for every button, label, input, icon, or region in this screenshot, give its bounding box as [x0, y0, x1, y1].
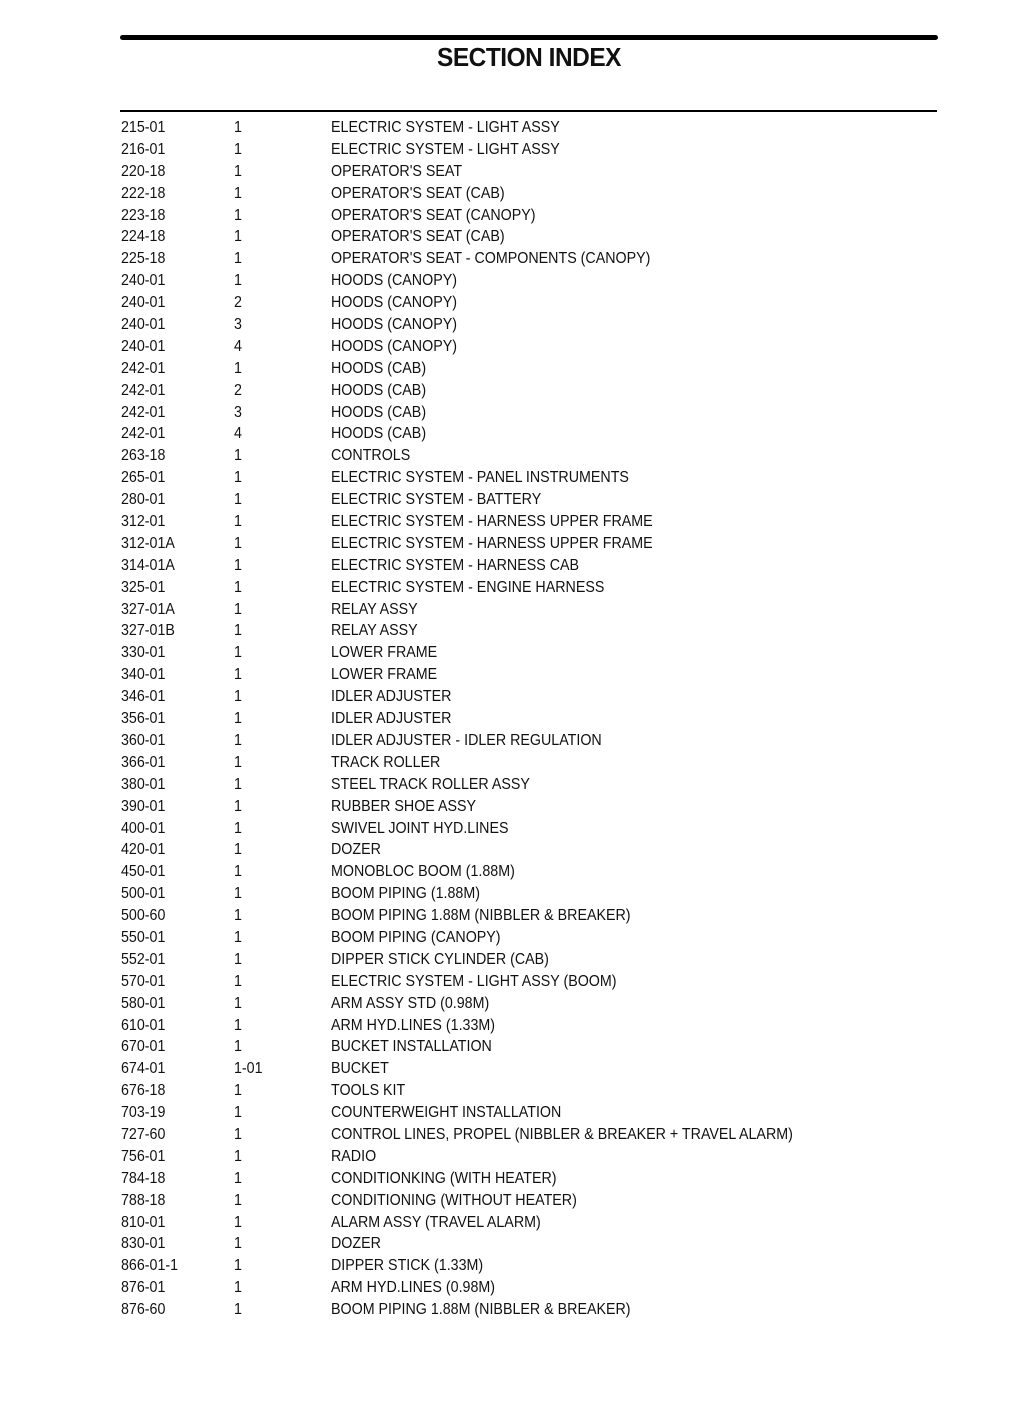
- section-number: 703-19: [121, 1104, 166, 1122]
- index-row: [121, 423, 937, 445]
- section-number: 346-01: [121, 688, 166, 706]
- section-number: 242-01: [121, 359, 166, 377]
- index-row: [121, 686, 937, 708]
- section-description: ARM HYD.LINES (0.98M): [331, 1279, 496, 1297]
- section-description: OPERATOR'S SEAT (CAB): [331, 228, 505, 246]
- page-number: 1: [234, 534, 242, 552]
- index-row: [121, 1146, 937, 1168]
- index-row: [121, 730, 937, 752]
- page-number: 3: [234, 403, 242, 421]
- section-description: TOOLS KIT: [331, 1082, 406, 1100]
- section-description: BOOM PIPING (CANOPY): [331, 928, 501, 946]
- section-number: 550-01: [121, 928, 166, 946]
- index-row: [121, 1299, 937, 1321]
- index-row: [121, 1015, 937, 1037]
- page-number: 1: [234, 140, 242, 158]
- section-description: BOOM PIPING 1.88M (NIBBLER & BREAKER): [331, 907, 631, 925]
- section-number: 670-01: [121, 1038, 166, 1056]
- index-row: [121, 292, 937, 314]
- page-number: 1: [234, 731, 242, 749]
- section-number: 866-01-1: [121, 1257, 179, 1275]
- section-number: 215-01: [121, 119, 166, 136]
- page-number: 1: [234, 797, 242, 815]
- section-number: 450-01: [121, 863, 166, 881]
- section-index-list: [121, 117, 937, 1321]
- section-number: 366-01: [121, 753, 166, 771]
- index-row: [121, 1277, 937, 1299]
- index-row: [121, 708, 937, 730]
- page-number: 1: [234, 753, 242, 771]
- section-description: HOODS (CANOPY): [331, 337, 457, 355]
- section-description: DIPPER STICK (1.33M): [331, 1257, 484, 1275]
- index-row: [121, 314, 937, 336]
- section-number: 876-60: [121, 1301, 166, 1319]
- section-number: 500-60: [121, 907, 166, 925]
- section-description: HOODS (CAB): [331, 381, 427, 399]
- section-number: 223-18: [121, 206, 166, 224]
- section-number: 220-18: [121, 162, 166, 180]
- section-number: 325-01: [121, 578, 166, 596]
- page-number: 1: [234, 688, 242, 706]
- page-number: 1: [234, 162, 242, 180]
- page-number: 1: [234, 1301, 242, 1319]
- section-number: 330-01: [121, 644, 166, 662]
- section-description: TRACK ROLLER: [331, 753, 441, 771]
- page-number: 2: [234, 381, 242, 399]
- page-title: SECTION INDEX: [436, 42, 622, 72]
- page-number: 1: [234, 841, 242, 859]
- section-number: 312-01: [121, 513, 166, 531]
- section-description: ELECTRIC SYSTEM - HARNESS CAB: [331, 556, 580, 574]
- section-number: 312-01A: [121, 534, 175, 552]
- section-description: RADIO: [331, 1147, 377, 1165]
- page-number: 1: [234, 1169, 242, 1187]
- page-number: 1: [234, 710, 242, 728]
- index-row: [121, 380, 937, 402]
- section-description: ELECTRIC SYSTEM - ENGINE HARNESS: [331, 578, 605, 596]
- index-row: [121, 205, 937, 227]
- index-row: [121, 489, 937, 511]
- section-description: CONDITIONING (WITHOUT HEATER): [331, 1191, 577, 1209]
- index-row: [121, 183, 937, 205]
- page-number: 1: [234, 1125, 242, 1143]
- section-number: 280-01: [121, 491, 166, 509]
- section-description: HOODS (CANOPY): [331, 272, 457, 290]
- index-row: [121, 818, 937, 840]
- section-number: 222-18: [121, 184, 166, 202]
- section-description: ELECTRIC SYSTEM - LIGHT ASSY: [331, 119, 560, 136]
- page-number: 1: [234, 950, 242, 968]
- section-description: BUCKET: [331, 1060, 389, 1078]
- section-number: 240-01: [121, 337, 166, 355]
- section-description: CONTROLS: [331, 447, 411, 465]
- page-number: 1: [234, 775, 242, 793]
- section-number: 500-01: [121, 885, 166, 903]
- section-description: BOOM PIPING 1.88M (NIBBLER & BREAKER): [331, 1301, 631, 1319]
- page-number: 1: [234, 1235, 242, 1253]
- index-row: [121, 971, 937, 993]
- section-number: 784-18: [121, 1169, 166, 1187]
- index-row: [121, 555, 937, 577]
- section-description: ARM ASSY STD (0.98M): [331, 994, 490, 1012]
- section-description: DOZER: [331, 1235, 381, 1253]
- page-number: 1: [234, 119, 242, 136]
- index-row: [121, 752, 937, 774]
- page-number: 3: [234, 316, 242, 334]
- page-number: 1: [234, 907, 242, 925]
- page-number: 1: [234, 928, 242, 946]
- section-description: RELAY ASSY: [331, 600, 418, 618]
- section-number: 265-01: [121, 469, 166, 487]
- index-row: [121, 467, 937, 489]
- index-row: [121, 664, 937, 686]
- page-number: 1: [234, 1104, 242, 1122]
- section-description: ELECTRIC SYSTEM - HARNESS UPPER FRAME: [331, 513, 653, 531]
- section-number: 676-18: [121, 1082, 166, 1100]
- page-number: 1: [234, 972, 242, 990]
- section-description: HOODS (CANOPY): [331, 316, 457, 334]
- section-number: 240-01: [121, 316, 166, 334]
- section-number: 240-01: [121, 294, 166, 312]
- page-number: 1: [234, 1147, 242, 1165]
- section-number: 552-01: [121, 950, 166, 968]
- page-number: 1: [234, 206, 242, 224]
- page-number: 1: [234, 469, 242, 487]
- section-number: 830-01: [121, 1235, 166, 1253]
- section-number: 314-01A: [121, 556, 175, 574]
- section-number: 380-01: [121, 775, 166, 793]
- section-description: RUBBER SHOE ASSY: [331, 797, 477, 815]
- index-row: [121, 1255, 937, 1277]
- page-number: 2: [234, 294, 242, 312]
- section-description: HOODS (CAB): [331, 403, 427, 421]
- section-description: HOODS (CAB): [331, 425, 427, 443]
- index-row: [121, 642, 937, 664]
- index-row: [121, 336, 937, 358]
- page-number: 1: [234, 447, 242, 465]
- section-number: 224-18: [121, 228, 166, 246]
- section-number: 610-01: [121, 1016, 166, 1034]
- index-row: [121, 883, 937, 905]
- section-description: HOODS (CAB): [331, 359, 427, 377]
- index-row: [121, 1080, 937, 1102]
- section-description: ELECTRIC SYSTEM - HARNESS UPPER FRAME: [331, 534, 653, 552]
- section-description: DOZER: [331, 841, 381, 859]
- section-description: OPERATOR'S SEAT (CANOPY): [331, 206, 536, 224]
- index-row: [121, 927, 937, 949]
- section-number: 263-18: [121, 447, 166, 465]
- section-description: LOWER FRAME: [331, 666, 438, 684]
- page-number: 1: [234, 250, 242, 268]
- page-number: 1: [234, 1279, 242, 1297]
- index-row: [121, 445, 937, 467]
- index-row: [121, 161, 937, 183]
- page-number: 4: [234, 337, 242, 355]
- section-description: ELECTRIC SYSTEM - LIGHT ASSY (BOOM): [331, 972, 617, 990]
- page-number: 1: [234, 272, 242, 290]
- index-row: [121, 117, 937, 139]
- index-row: [121, 1168, 937, 1190]
- page-number: 1: [234, 491, 242, 509]
- page-number: 1: [234, 556, 242, 574]
- section-number: 327-01A: [121, 600, 175, 618]
- section-description: IDLER ADJUSTER: [331, 710, 452, 728]
- index-row: [121, 839, 937, 861]
- page-number: 1: [234, 819, 242, 837]
- section-number: 225-18: [121, 250, 166, 268]
- index-row: [121, 949, 937, 971]
- page-number: 1: [234, 1082, 242, 1100]
- index-row: [121, 577, 937, 599]
- index-row: [121, 1058, 937, 1080]
- page-number: 1: [234, 184, 242, 202]
- section-description: STEEL TRACK ROLLER ASSY: [331, 775, 530, 793]
- section-number: 400-01: [121, 819, 166, 837]
- section-description: DIPPER STICK CYLINDER (CAB): [331, 950, 549, 968]
- section-number: 327-01B: [121, 622, 175, 640]
- index-row: [121, 1212, 937, 1234]
- section-number: 810-01: [121, 1213, 166, 1231]
- section-description: CONDITIONKING (WITH HEATER): [331, 1169, 557, 1187]
- page-number: 1: [234, 622, 242, 640]
- section-number: 420-01: [121, 841, 166, 859]
- section-number: 240-01: [121, 272, 166, 290]
- section-description: MONOBLOC BOOM (1.88M): [331, 863, 515, 881]
- index-row: [121, 796, 937, 818]
- page-number: 1: [234, 994, 242, 1012]
- page-number: 1: [234, 513, 242, 531]
- page-number: 1: [234, 578, 242, 596]
- index-row: [121, 993, 937, 1015]
- page-number: 1: [234, 1038, 242, 1056]
- index-row: [121, 1233, 937, 1255]
- section-description: OPERATOR'S SEAT: [331, 162, 463, 180]
- index-row: [121, 1102, 937, 1124]
- index-row: [121, 905, 937, 927]
- section-number: 242-01: [121, 381, 166, 399]
- page-number: 1: [234, 666, 242, 684]
- section-number: 756-01: [121, 1147, 166, 1165]
- section-description: COUNTERWEIGHT INSTALLATION: [331, 1104, 562, 1122]
- section-description: OPERATOR'S SEAT - COMPONENTS (CANOPY): [331, 250, 651, 268]
- section-description: BOOM PIPING (1.88M): [331, 885, 480, 903]
- section-description: ELECTRIC SYSTEM - PANEL INSTRUMENTS: [331, 469, 629, 487]
- section-description: IDLER ADJUSTER - IDLER REGULATION: [331, 731, 602, 749]
- section-description: HOODS (CANOPY): [331, 294, 457, 312]
- page-number: 1: [234, 1191, 242, 1209]
- page-number: 4: [234, 425, 242, 443]
- page-number: 1: [234, 359, 242, 377]
- section-description: ARM HYD.LINES (1.33M): [331, 1016, 496, 1034]
- section-number: 340-01: [121, 666, 166, 684]
- section-description: BUCKET INSTALLATION: [331, 1038, 492, 1056]
- section-number: 356-01: [121, 710, 166, 728]
- section-number: 674-01: [121, 1060, 166, 1078]
- page-number: 1: [234, 1213, 242, 1231]
- section-number: 390-01: [121, 797, 166, 815]
- page-number: 1: [234, 228, 242, 246]
- header-divider: [120, 110, 937, 112]
- page-number: 1: [234, 1257, 242, 1275]
- section-description: IDLER ADJUSTER: [331, 688, 452, 706]
- index-row: [121, 139, 937, 161]
- section-number: 876-01: [121, 1279, 166, 1297]
- section-description: ELECTRIC SYSTEM - BATTERY: [331, 491, 542, 509]
- section-number: 242-01: [121, 425, 166, 443]
- index-row: [121, 1124, 937, 1146]
- page-number: 1: [234, 600, 242, 618]
- section-number: 216-01: [121, 140, 166, 158]
- section-number: 788-18: [121, 1191, 166, 1209]
- index-row: [121, 270, 937, 292]
- section-number: 242-01: [121, 403, 166, 421]
- page-number: 1: [234, 644, 242, 662]
- page-number: 1: [234, 1016, 242, 1034]
- section-description: ELECTRIC SYSTEM - LIGHT ASSY: [331, 140, 560, 158]
- index-row: [121, 511, 937, 533]
- section-number: 727-60: [121, 1125, 166, 1143]
- index-row: [121, 774, 937, 796]
- index-row: [121, 599, 937, 621]
- index-row: [121, 861, 937, 883]
- page-number: 1: [234, 863, 242, 881]
- index-row: [121, 248, 937, 270]
- index-row: [121, 226, 937, 248]
- section-number: 570-01: [121, 972, 166, 990]
- index-row: [121, 402, 937, 424]
- page-number: 1: [234, 885, 242, 903]
- section-description: RELAY ASSY: [331, 622, 418, 640]
- section-description: LOWER FRAME: [331, 644, 438, 662]
- section-description: SWIVEL JOINT HYD.LINES: [331, 819, 509, 837]
- index-row: [121, 1190, 937, 1212]
- index-row: [121, 1036, 937, 1058]
- index-row: [121, 358, 937, 380]
- section-description: OPERATOR'S SEAT (CAB): [331, 184, 505, 202]
- section-number: 580-01: [121, 994, 166, 1012]
- section-number: 360-01: [121, 731, 166, 749]
- index-row: [121, 533, 937, 555]
- section-description: ALARM ASSY (TRAVEL ALARM): [331, 1213, 541, 1231]
- section-description: CONTROL LINES, PROPEL (NIBBLER & BREAKER + TRAVEL ALARM): [331, 1125, 793, 1143]
- page-number: 1-01: [234, 1060, 263, 1078]
- index-row: [121, 620, 937, 642]
